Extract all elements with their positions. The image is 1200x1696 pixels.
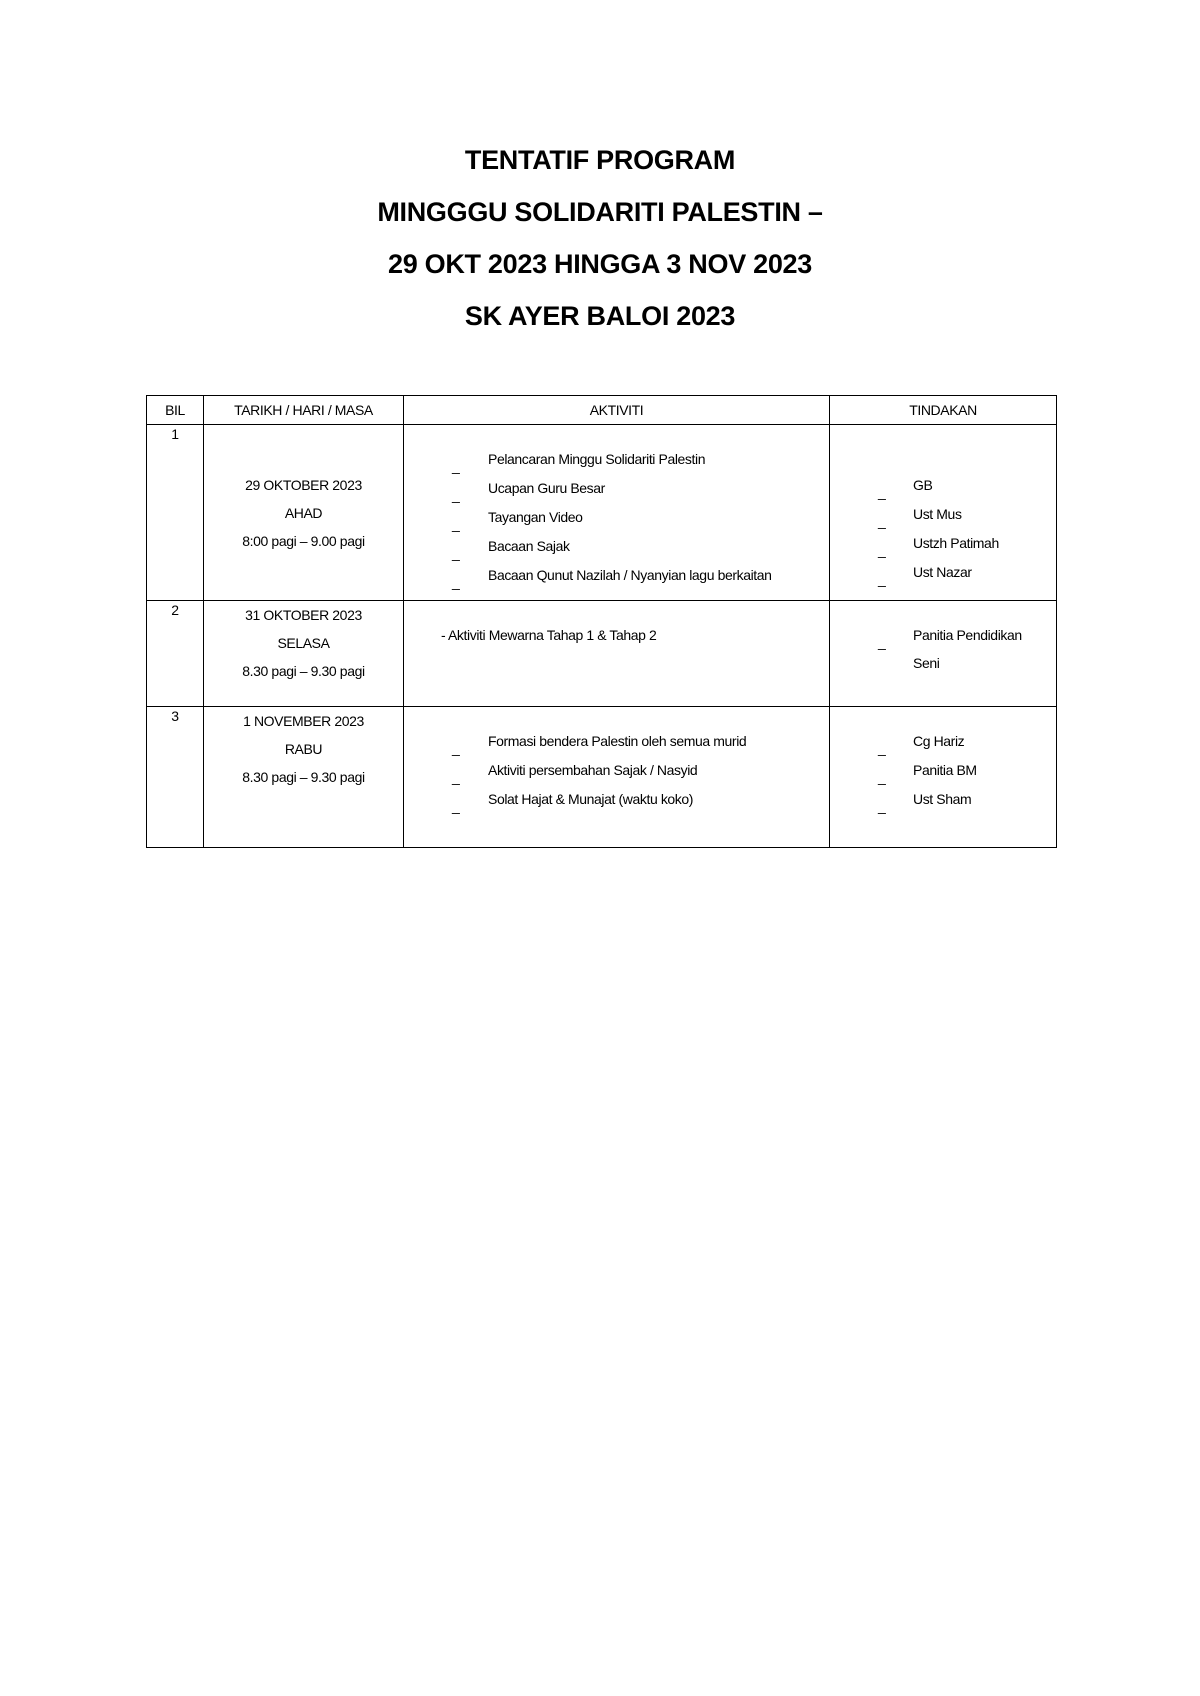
table-row [147, 601, 1057, 707]
list-item: _ Pelancaran Minggu Solidariti Palestin [404, 445, 829, 474]
row-time: 8.30 pagi – 9.30 pagi [242, 663, 365, 679]
list-item: _ Ust Sham [830, 785, 1056, 814]
bullet-dash: _ [452, 769, 460, 785]
row-activity-cell [404, 425, 830, 601]
bullet-dash: _ [878, 513, 886, 529]
bullet-dash: _ [878, 571, 886, 587]
header-aktiviti: AKTIVITI [404, 396, 830, 425]
row-bil [147, 601, 204, 707]
row-tindakan-cell [830, 425, 1057, 601]
program-table [146, 395, 1057, 848]
bullet-dash: _ [878, 484, 886, 500]
list-item: _ Ucapan Guru Besar [404, 474, 829, 503]
tindakan-list [830, 601, 1056, 677]
title-line-3: 29 OKT 2023 HINGGA 3 NOV 2023 [388, 249, 812, 279]
row-date: 29 OKTOBER 2023 [245, 477, 362, 493]
list-item: _ Bacaan Qunut Nazilah / Nyanyian lagu berkaitan [404, 561, 829, 590]
row-date-cell [204, 601, 404, 707]
bil-number: 3 [171, 708, 179, 724]
table-header-row [147, 396, 1057, 425]
list-item: _ Ust Mus [830, 500, 1056, 529]
row-activity-cell [404, 707, 830, 848]
document-title [0, 140, 1200, 348]
row-activity-cell [404, 601, 830, 707]
activity-list [404, 425, 829, 590]
list-item: _ Ust Nazar [830, 558, 1056, 587]
bullet-dash: _ [452, 487, 460, 503]
row-bil [147, 707, 204, 848]
title-line-1: TENTATIF PROGRAM [464, 145, 736, 175]
row-tindakan-cell [830, 601, 1057, 707]
row-time: 8:00 pagi – 9.00 pagi [242, 533, 365, 549]
bil-number: 1 [171, 426, 179, 442]
title-line-2: MINGGGU SOLIDARITI PALESTIN – [377, 197, 823, 227]
list-item: _ Panitia BM [830, 756, 1056, 785]
row-date: 31 OKTOBER 2023 [245, 607, 362, 623]
list-item: _ GB [830, 471, 1056, 500]
bullet-dash: _ [878, 634, 886, 650]
row-time: 8.30 pagi – 9.30 pagi [242, 769, 365, 785]
row-date-cell [204, 425, 404, 601]
bullet-dash: _ [452, 458, 460, 474]
table-row [147, 425, 1057, 601]
header-tindakan: TINDAKAN [830, 396, 1057, 425]
row-date: 1 NOVEMBER 2023 [243, 713, 364, 729]
tindakan-list [830, 425, 1056, 587]
activity-list [404, 707, 829, 814]
list-item: _ Bacaan Sajak [404, 532, 829, 561]
row-tindakan-cell [830, 707, 1057, 848]
bil-number: 2 [171, 602, 179, 618]
list-item: _ Solat Hajat & Munajat (waktu koko) [404, 785, 829, 814]
list-item: _ Ustzh Patimah [830, 529, 1056, 558]
bullet-dash: _ [452, 545, 460, 561]
list-item: _ Tayangan Video [404, 503, 829, 532]
table-row [147, 707, 1057, 848]
list-item: _ Formasi bendera Palestin oleh semua murid [404, 727, 829, 756]
row-date-cell [204, 707, 404, 848]
bullet-dash: _ [452, 798, 460, 814]
bullet-dash: _ [452, 574, 460, 590]
bullet-dash: _ [878, 769, 886, 785]
header-bil: BIL [147, 396, 204, 425]
bullet-dash: _ [452, 740, 460, 756]
list-item: _ Panitia Pendidikan Seni [878, 627, 1022, 671]
tindakan-list [830, 707, 1056, 814]
row-day: AHAD [284, 505, 323, 521]
title-line-4: SK AYER BALOI 2023 [464, 301, 736, 331]
list-item: _ Aktiviti persembahan Sajak / Nasyid [404, 756, 829, 785]
header-tarikh: TARIKH / HARI / MASA [204, 396, 404, 425]
bullet-dash: _ [878, 542, 886, 558]
activity-text: - Aktiviti Mewarna Tahap 1 & Tahap 2 [441, 627, 657, 643]
bullet-dash: _ [878, 798, 886, 814]
row-day: RABU [284, 741, 323, 757]
bullet-dash: _ [878, 740, 886, 756]
bullet-dash: _ [452, 516, 460, 532]
list-item: _ Cg Hariz [830, 727, 1056, 756]
row-day: SELASA [277, 635, 330, 651]
row-bil [147, 425, 204, 601]
